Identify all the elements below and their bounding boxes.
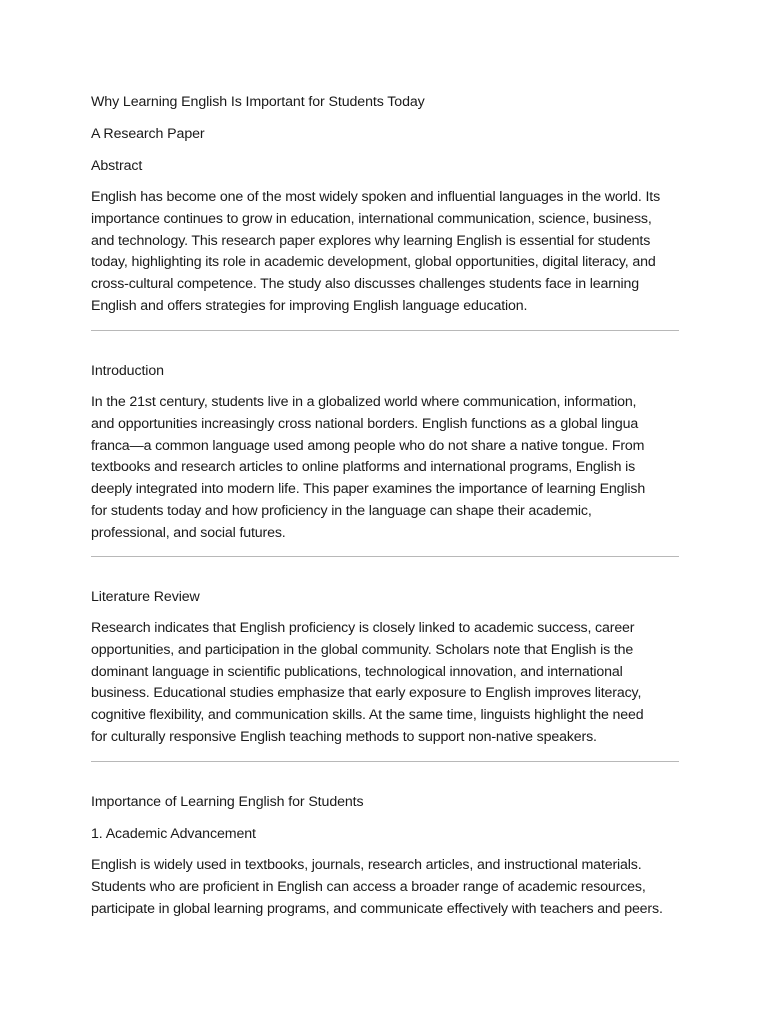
- academic-advancement-heading: 1. Academic Advancement: [91, 826, 256, 842]
- introduction-line: and opportunities increasingly cross national borders. English functions as a global lingua: [91, 415, 639, 432]
- abstract-line: English has become one of the most widely spoken and influential languages in the world. Its: [91, 189, 661, 205]
- section-divider: [91, 761, 679, 762]
- introduction-line: for students today and how proficiency in the language can shape their academic,: [91, 502, 592, 519]
- literature-review-line: dominant language in scientific publications, technological innovation, and international: [91, 663, 623, 680]
- document-title: Why Learning English Is Important for Students Today: [91, 94, 425, 110]
- introduction-heading: Introduction: [91, 363, 164, 379]
- literature-review-line: opportunities, and participation in the global community. Scholars note that English is the: [91, 641, 634, 658]
- abstract-line: English and offers strategies for improving English language education.: [91, 297, 528, 314]
- abstract-paragraph: [91, 187, 660, 318]
- introduction-line: franca—a common language used among people who do not share a native tongue. From: [91, 437, 645, 454]
- introduction-line: textbooks and research articles to online platforms and international programs, English is: [91, 459, 636, 476]
- section-divider: [91, 330, 679, 331]
- abstract-heading: Abstract: [91, 158, 143, 174]
- literature-review-heading: Literature Review: [91, 589, 200, 605]
- section-divider: [91, 556, 679, 557]
- literature-review-paragraph: [91, 618, 643, 749]
- literature-review-line: cognitive flexibility, and communication skills. At the same time, linguists highlight the need: [91, 707, 644, 724]
- academic-advancement-paragraph: [91, 855, 663, 920]
- abstract-line: importance continues to grow in education, international communication, science, business,: [91, 210, 652, 227]
- introduction-line: In the 21st century, students live in a globalized world where communication, information,: [91, 394, 637, 410]
- abstract-line: cross-cultural competence. The study also discusses challenges students face in learning: [91, 276, 640, 293]
- importance-heading: Importance of Learning English for Students: [91, 794, 364, 810]
- introduction-line: professional, and social futures.: [91, 524, 286, 541]
- academic-advancement-line: participate in global learning programs, and communicate effectively with teachers and peers.: [91, 900, 663, 917]
- literature-review-line: for culturally responsive English teaching methods to support non-native speakers.: [91, 728, 597, 745]
- literature-review-line: business. Educational studies emphasize that early exposure to English improves literacy,: [91, 685, 642, 702]
- literature-review-line: Research indicates that English proficiency is closely linked to academic success, career: [91, 620, 635, 636]
- document-subtitle: A Research Paper: [91, 126, 205, 142]
- abstract-line: today, highlighting its role in academic development, global opportunities, digital literacy, and: [91, 254, 656, 271]
- academic-advancement-line: English is widely used in textbooks, journals, research articles, and instructional materials.: [91, 857, 642, 873]
- academic-advancement-line: Students who are proficient in English can access a broader range of academic resources,: [91, 878, 646, 895]
- introduction-line: deeply integrated into modern life. This paper examines the importance of learning English: [91, 481, 646, 498]
- introduction-paragraph: [91, 392, 645, 545]
- abstract-line: and technology. This research paper explores why learning English is essential for students: [91, 232, 651, 249]
